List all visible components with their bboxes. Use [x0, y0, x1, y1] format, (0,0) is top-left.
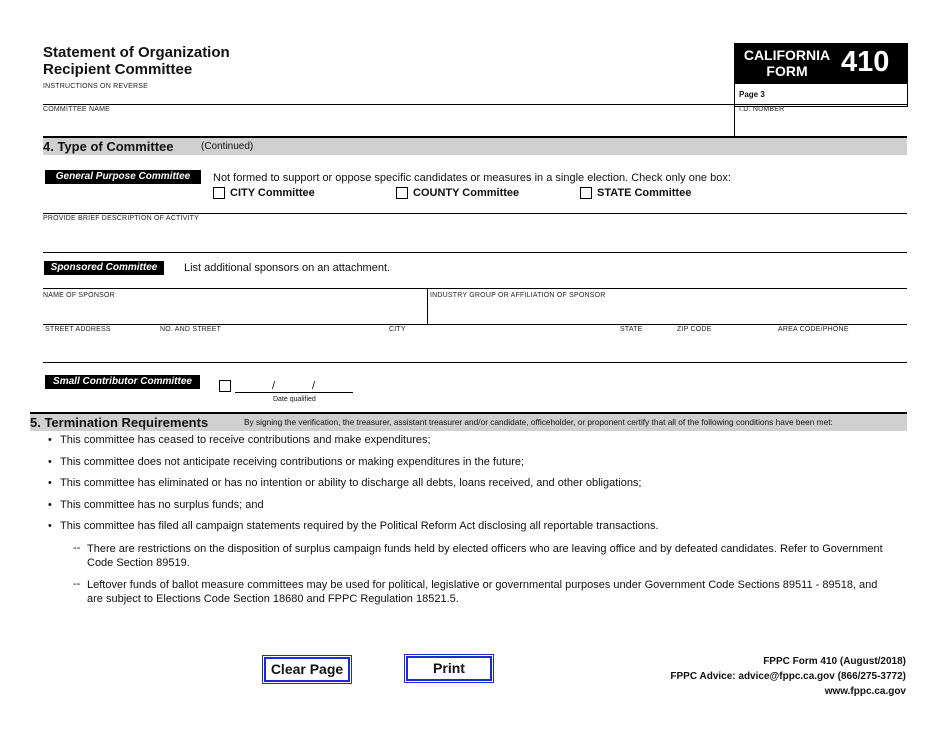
print-button[interactable]: Print: [406, 656, 492, 681]
no-and-street-label: NO. AND STREET: [160, 326, 222, 333]
committee-name-field[interactable]: [43, 113, 733, 135]
date-qualified-field[interactable]: [235, 392, 353, 393]
section5-intro: By signing the verification, the treasurer, assistant treasurer and/or candidate, officeholder, or proponent certify that all of the following conditions have been met:: [244, 417, 833, 427]
activity-description-field[interactable]: [43, 223, 907, 251]
instructions-note: INSTRUCTIONS ON REVERSE: [43, 83, 148, 90]
county-committee-checkbox[interactable]: [396, 187, 408, 199]
sponsor-address-field[interactable]: [43, 335, 907, 361]
id-number-field[interactable]: [739, 113, 905, 135]
small-contributor-checkbox[interactable]: [219, 380, 231, 392]
city-committee-checkbox[interactable]: [213, 187, 225, 199]
termination-note: Leftover funds of ballot measure committees may be used for political, legislative or governmental purposes under Government Code Sections 89511 - 89518, and are subject to Elections Code Section 18680 and FPPC Regulation 18521.5.: [87, 579, 878, 605]
sponsor-name-field[interactable]: [43, 300, 425, 322]
footer-website: www.fppc.ca.gov: [824, 686, 906, 697]
area-code-phone-label: AREA CODE/PHONE: [778, 326, 849, 333]
city-label: CITY: [389, 326, 406, 333]
small-contributor-label: Small Contributor Committee: [45, 375, 200, 389]
county-committee-label: COUNTY Committee: [413, 187, 520, 199]
california-form-label: CALIFORNIA FORM: [743, 47, 831, 79]
footer-advice: FPPC Advice: advice@fppc.ca.gov (866/275-3772): [670, 671, 906, 682]
form-footer: [670, 654, 906, 699]
section4-continued: (Continued): [201, 141, 254, 152]
section5-title: 5. Termination Requirements: [30, 415, 209, 430]
divider: [427, 288, 428, 324]
date-qualified-label: Date qualified: [273, 396, 316, 403]
termination-condition: • This committee has filed all campaign statements required by the Political Reform Act disclosing all reportable transactions.: [60, 520, 659, 532]
street-address-label: STREET ADDRESS: [45, 326, 111, 333]
industry-group-field[interactable]: [430, 300, 905, 322]
page-number: Page 3: [739, 90, 765, 99]
id-number-label: I.D. NUMBER: [739, 106, 785, 113]
divider: [43, 324, 907, 325]
committee-name-label: COMMITTEE NAME: [43, 106, 110, 113]
section5-header: [30, 412, 907, 431]
note-dash: --: [73, 542, 81, 554]
form-number: 410: [841, 46, 890, 78]
divider: [43, 213, 907, 214]
state-label: STATE: [620, 326, 643, 333]
sponsored-committee-label: Sponsored Committee: [44, 261, 164, 275]
zip-code-label: ZIP CODE: [677, 326, 712, 333]
form-number-box: [734, 43, 908, 107]
sponsor-name-label: NAME OF SPONSOR: [43, 292, 115, 299]
sponsored-committee-text: List additional sponsors on an attachment.: [184, 262, 391, 274]
form-title-line2: Recipient Committee: [43, 61, 193, 78]
termination-condition: • This committee has ceased to receive contributions and make expenditures;: [60, 434, 431, 446]
activity-description-label: PROVIDE BRIEF DESCRIPTION OF ACTIVITY: [43, 215, 199, 222]
city-committee-label: CITY Committee: [230, 187, 315, 199]
section4-title: 4. Type of Committee: [43, 139, 174, 154]
city-committee-option[interactable]: [213, 187, 315, 199]
termination-condition: • This committee has eliminated or has no intention or ability to discharge all debts, loans received, and other obligations;: [60, 477, 642, 489]
general-purpose-text: Not formed to support or oppose specific candidates or measures in a single election. Check only one box:: [213, 172, 731, 184]
termination-note: There are restrictions on the disposition of surplus campaign funds held by elected officers who are leaving office and by defeated candidates. Refer to Government Code Section 89519.: [87, 543, 883, 569]
county-committee-option[interactable]: [396, 187, 519, 199]
form-number-banner: [735, 44, 907, 84]
state-committee-checkbox[interactable]: [580, 187, 592, 199]
termination-condition: • This committee has no surplus funds; and: [60, 499, 264, 511]
divider: [43, 252, 907, 253]
clear-page-button[interactable]: Clear Page: [264, 657, 350, 682]
divider: [43, 104, 907, 105]
divider: [43, 288, 907, 289]
form-title: [43, 44, 230, 78]
footer-form-version: FPPC Form 410 (August/2018): [763, 656, 906, 667]
general-purpose-label: General Purpose Committee: [45, 170, 201, 184]
date-slash: /: [272, 380, 276, 392]
termination-condition: • This committee does not anticipate receiving contributions or making expenditures in the future;: [60, 456, 524, 468]
state-committee-label: STATE Committee: [597, 187, 692, 199]
note-dash: --: [73, 578, 81, 590]
divider: [43, 362, 907, 363]
section4-header: [43, 136, 907, 155]
industry-group-label: INDUSTRY GROUP OR AFFILIATION OF SPONSOR: [430, 292, 606, 299]
state-committee-option[interactable]: [580, 187, 691, 199]
form-title-line1: Statement of Organization: [43, 44, 230, 61]
date-slash: /: [312, 380, 316, 392]
divider: [734, 104, 735, 137]
